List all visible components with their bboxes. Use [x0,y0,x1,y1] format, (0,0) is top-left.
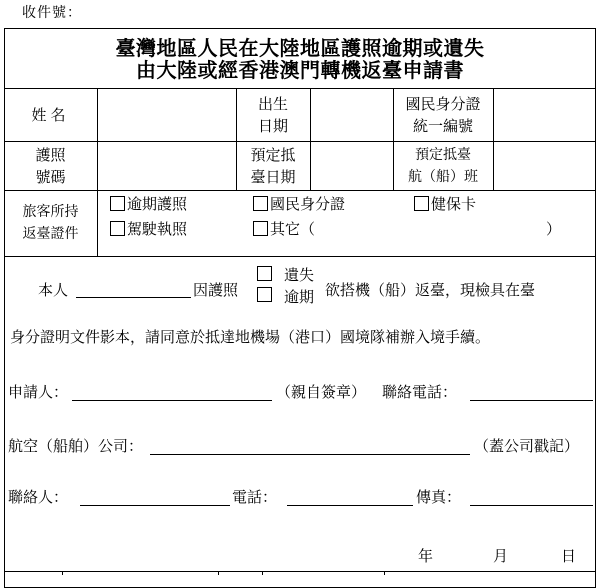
applicant-label: 申請人： [8,383,69,401]
contact-phone-line[interactable] [470,400,593,401]
table-line [4,256,596,257]
dob-field[interactable] [310,88,393,141]
table-line [384,571,385,575]
doc-option-driver-license[interactable]: 駕駛執照 [110,218,187,239]
form-title-line1: 臺灣地區人民在大陸地區護照逾期或遺失 [115,36,485,60]
doc-option-health-card[interactable]: 健保卡 [414,193,476,214]
contact-phone-label: 聯絡電話： [382,383,458,401]
id-number-field[interactable] [493,88,596,141]
fax-line[interactable] [470,505,593,506]
date-day-label: 日 [561,547,577,565]
applicant-signature-line[interactable] [72,400,272,401]
phone-label: 電話： [232,488,278,506]
checkbox[interactable] [253,196,268,211]
checkbox[interactable] [253,221,268,236]
name-underline[interactable] [76,297,191,298]
checkbox[interactable] [414,196,429,211]
checkbox[interactable] [110,221,125,236]
bottom-table-line [4,571,596,572]
airline-line[interactable] [150,454,470,455]
receipt-number-label: 收件號： [22,5,82,21]
contact-person-line[interactable] [80,505,230,506]
phone-line[interactable] [287,505,413,506]
statement-line2: 身分證明文件影本，請同意於抵達地機場（港口）國境隊補辦入境手續。 [10,328,491,346]
flight-label: 預定抵臺 航（船）班 [408,146,478,185]
passport-number-label: 護照 號碼 [35,145,66,186]
table-line [262,571,263,575]
name-label: 姓名 [31,105,70,124]
name-field[interactable] [97,88,236,141]
doc-option-id-card[interactable]: 國民身分證 [253,193,345,214]
checkbox[interactable] [110,196,125,211]
statement-prefix: 本人 [38,281,69,299]
arrival-date-label: 預定抵 臺日期 [250,145,296,186]
company-stamp-note: （蓋公司戳記） [474,437,580,455]
expired-checkbox[interactable] [257,287,272,302]
id-number-label: 國民身分證 統一編號 [405,94,481,135]
passport-number-field[interactable] [97,141,236,190]
fax-label: 傳真： [416,488,462,506]
arrival-date-field[interactable] [310,141,393,190]
doc-option-other-close: ） [546,220,562,238]
form-title-line2: 由大陸或經香港澳門轉機返臺申請書 [136,58,464,82]
expired-option-label: 逾期 [284,288,315,306]
lost-option-label: 遺失 [284,266,315,284]
date-year-label: 年 [418,547,434,565]
doc-option-expired-passport[interactable]: 逾期護照 [110,193,187,214]
airline-label: 航空（船舶）公司： [8,437,144,455]
lost-checkbox[interactable] [257,266,272,281]
date-month-label: 月 [493,547,509,565]
contact-person-label: 聯絡人： [8,488,69,506]
table-line [218,571,219,575]
signature-note: （親自簽章） [276,383,367,401]
doc-option-other[interactable]: 其它（ [253,218,315,239]
table-line [62,571,63,575]
documents-label: 旅客所持 返臺證件 [22,204,79,242]
dob-label: 出生 日期 [257,94,288,135]
statement-suffix: 欲搭機（船）返臺，現檢具在臺 [325,281,536,299]
statement-because: 因護照 [193,281,239,299]
flight-field[interactable] [493,141,596,190]
